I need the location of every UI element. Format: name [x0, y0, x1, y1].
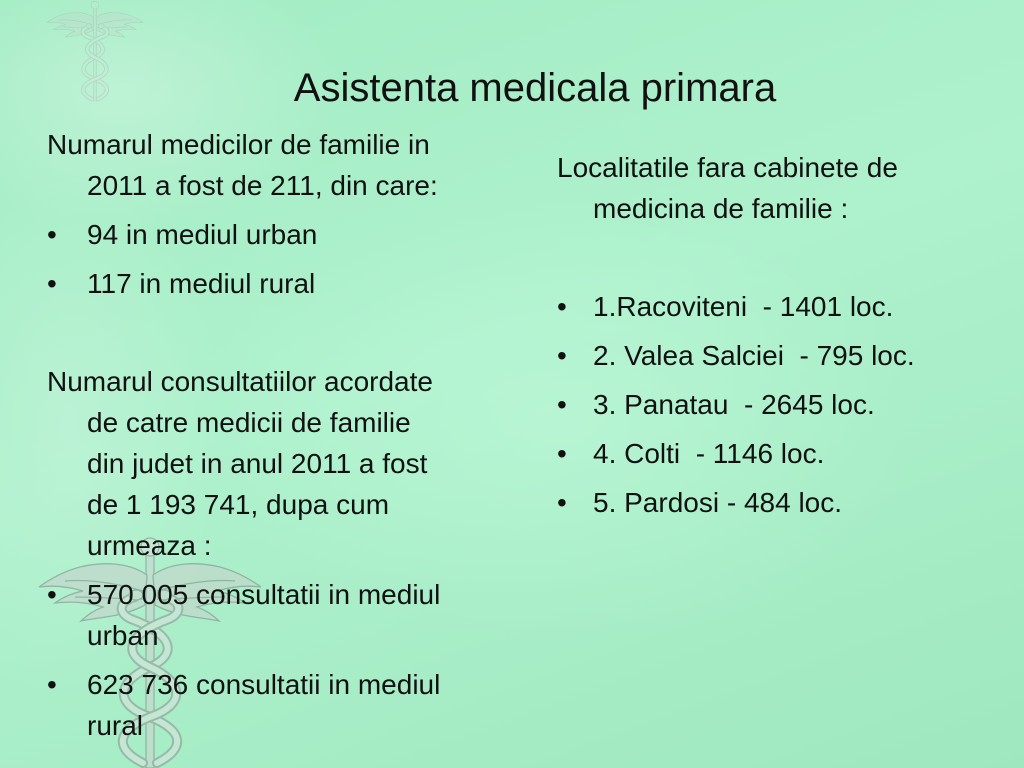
text-line: 570 005 consultatii in mediul: [87, 579, 441, 610]
text-line: 2011 a fost de 211, din care:: [87, 170, 438, 201]
bullet-item-urban-consultations: [47, 574, 527, 656]
text-line: 1.Racoviteni - 1401 loc.: [593, 291, 894, 322]
text-line: urban: [87, 620, 159, 651]
left-column: [47, 124, 527, 746]
text-line: 3. Panatau - 2645 loc.: [593, 389, 875, 420]
bullet-icon: •: [557, 438, 567, 469]
bullet-icon: •: [557, 291, 567, 322]
text-line: Localitatile fara cabinete de: [557, 152, 898, 183]
bullet-icon: •: [47, 219, 57, 250]
text-line: 4. Colti - 1146 loc.: [593, 438, 825, 469]
text-line: 623 736 consultatii in mediul: [87, 669, 441, 700]
bullet-icon: •: [47, 669, 57, 700]
bullet-item-locality: [557, 335, 1007, 376]
bullet-icon: •: [47, 268, 57, 299]
text-line: 2. Valea Salciei - 795 loc.: [593, 340, 915, 371]
text-line: 5. Pardosi - 484 loc.: [593, 487, 843, 518]
bullet-icon: •: [557, 487, 567, 518]
bullet-item-locality: [557, 482, 1007, 523]
text-line: Numarul medicilor de familie in: [47, 129, 430, 160]
text-line: Numarul consultatiilor acordate: [47, 366, 433, 397]
bullet-icon: •: [557, 340, 567, 371]
bullet-item-locality: [557, 384, 1007, 425]
bullet-item-locality: [557, 433, 1007, 474]
text-line: 117 in mediul rural: [87, 268, 316, 299]
bullet-item-rural-consultations: [47, 664, 527, 746]
text-line: 94 in mediul urban: [87, 219, 318, 250]
bullet-item-rural-doctors: [47, 263, 527, 304]
text-line: de catre medicii de familie: [87, 407, 411, 438]
paragraph-consultations: [47, 361, 527, 566]
right-column: [557, 147, 1007, 523]
text-line: de 1 193 741, dupa cum: [87, 489, 390, 520]
bullet-icon: •: [557, 389, 567, 420]
text-line: din judet in anul 2011 a fost: [87, 448, 428, 479]
text-line: medicina de familie :: [593, 193, 849, 224]
text-line: urmeaza :: [87, 530, 212, 561]
bullet-icon: •: [47, 579, 57, 610]
empty-paragraph: [557, 237, 1007, 278]
text-line: rural: [87, 710, 144, 741]
slide-title: Asistenta medicala primara: [293, 66, 777, 110]
bullet-item-urban-doctors: [47, 214, 527, 255]
paragraph-doctors-count: [47, 124, 527, 206]
bullet-item-locality: [557, 286, 1007, 327]
empty-paragraph: [47, 312, 527, 353]
paragraph-localities: [557, 147, 1007, 229]
